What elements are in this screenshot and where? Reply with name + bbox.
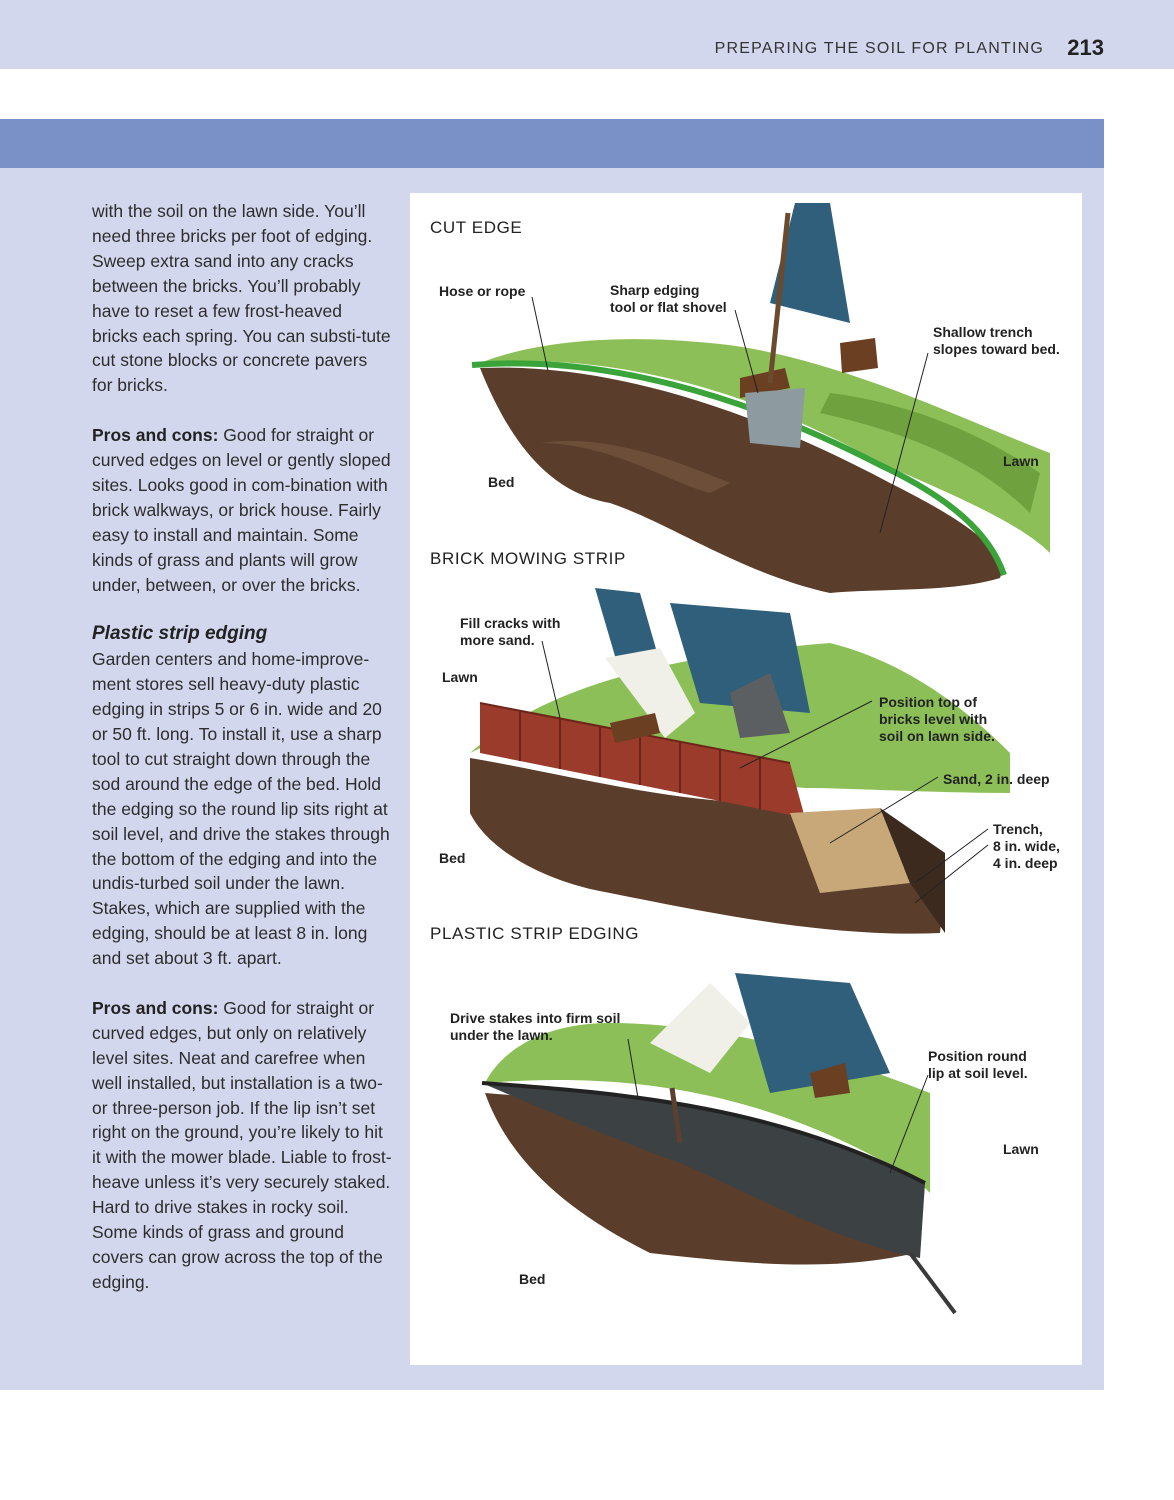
- callout-bed: Bed: [519, 1271, 546, 1287]
- illustration-figure: [410, 193, 1082, 1365]
- pros-cons-paragraph: [92, 423, 392, 597]
- paragraph: with the soil on the lawn side. You’ll need three bricks per foot of edging. Sweep extra sand into any cracks between the bricks. You’ll probably have to reset a few frost-heaved bricks each spring. You can substi-tute cut stone blocks or concrete pavers for bricks.: [92, 201, 391, 396]
- page-number: 213: [1067, 35, 1104, 60]
- cut-edge-illustration: [472, 203, 1050, 593]
- callout-round-lip: Position round lip at soil level.: [928, 1048, 1028, 1081]
- callout-lawn: Lawn: [1003, 1141, 1039, 1157]
- callout-trench: Trench, 8 in. wide, 4 in. deep: [993, 821, 1060, 871]
- section-bar: [0, 119, 1104, 168]
- callout-position-bricks: Position top of bricks level with soil on lawn side.: [879, 694, 995, 744]
- callout-fill-cracks: Fill cracks with more sand.: [460, 615, 561, 648]
- header-band: [0, 0, 1174, 69]
- callout-bed: Bed: [488, 474, 515, 490]
- pros-cons-paragraph: [92, 996, 392, 1295]
- plastic-strip-title: PLASTIC STRIP EDGING: [430, 924, 640, 943]
- pros-cons-label: Pros and cons:: [92, 425, 219, 446]
- paragraph: Garden centers and home-improve-ment stores sell heavy-duty plastic edging in strips 5 or 6 in. wide and 20 or 50 ft. long. To install it, use a sharp tool to cut straight down through the sod around the edge of the bed. Hold the edging so the round lip sits right at soil level, and drive the stakes through the bottom of the edging and into the undis-turbed soil under the lawn. Stakes, which are supplied with the edging, should be at least 8 in. long and set about 3 ft. apart.: [92, 649, 390, 969]
- callout-drive-stakes: Drive stakes into firm soil under the lawn.: [450, 1010, 621, 1043]
- brick-strip-title: BRICK MOWING STRIP: [430, 549, 626, 568]
- pros-cons-text: Good for straight or curved edges, but only on relatively level sites. Neat and carefree when well installed, but installation is a two- or three-person job. If the lip isn’t set right on the ground, you’re likely to hit it with the mower blade. Liable to frost-heave unless it’s very securely staked. Hard to drive stakes in rocky soil. Some kinds of grass and ground covers can grow across the top of the edging.: [92, 997, 392, 1292]
- callout-shallow-trench: Shallow trench slopes toward bed.: [933, 324, 1060, 357]
- callout-bed: Bed: [439, 850, 466, 866]
- callout-hose: Hose or rope: [439, 283, 526, 299]
- callout-sand: Sand, 2 in. deep: [943, 771, 1050, 787]
- subheading: Plastic strip edging: [92, 623, 268, 645]
- running-head: PREPARING THE SOIL FOR PLANTING: [714, 40, 1044, 57]
- pros-cons-label: Pros and cons:: [92, 997, 219, 1018]
- pros-cons-text: Good for straight or curved edges on level or gently sloped sites. Looks good in com-bination with brick walkways, or brick house. Fairly easy to install and maintain. Some kinds of grass and plants will grow under, between, or over the bricks.: [92, 425, 391, 595]
- callout-lawn: Lawn: [442, 669, 478, 685]
- cut-edge-title: CUT EDGE: [430, 218, 523, 237]
- body-text-column: [92, 199, 392, 1320]
- callout-edging-tool: Sharp edging tool or flat shovel: [610, 282, 727, 315]
- callout-lawn: Lawn: [1003, 453, 1039, 469]
